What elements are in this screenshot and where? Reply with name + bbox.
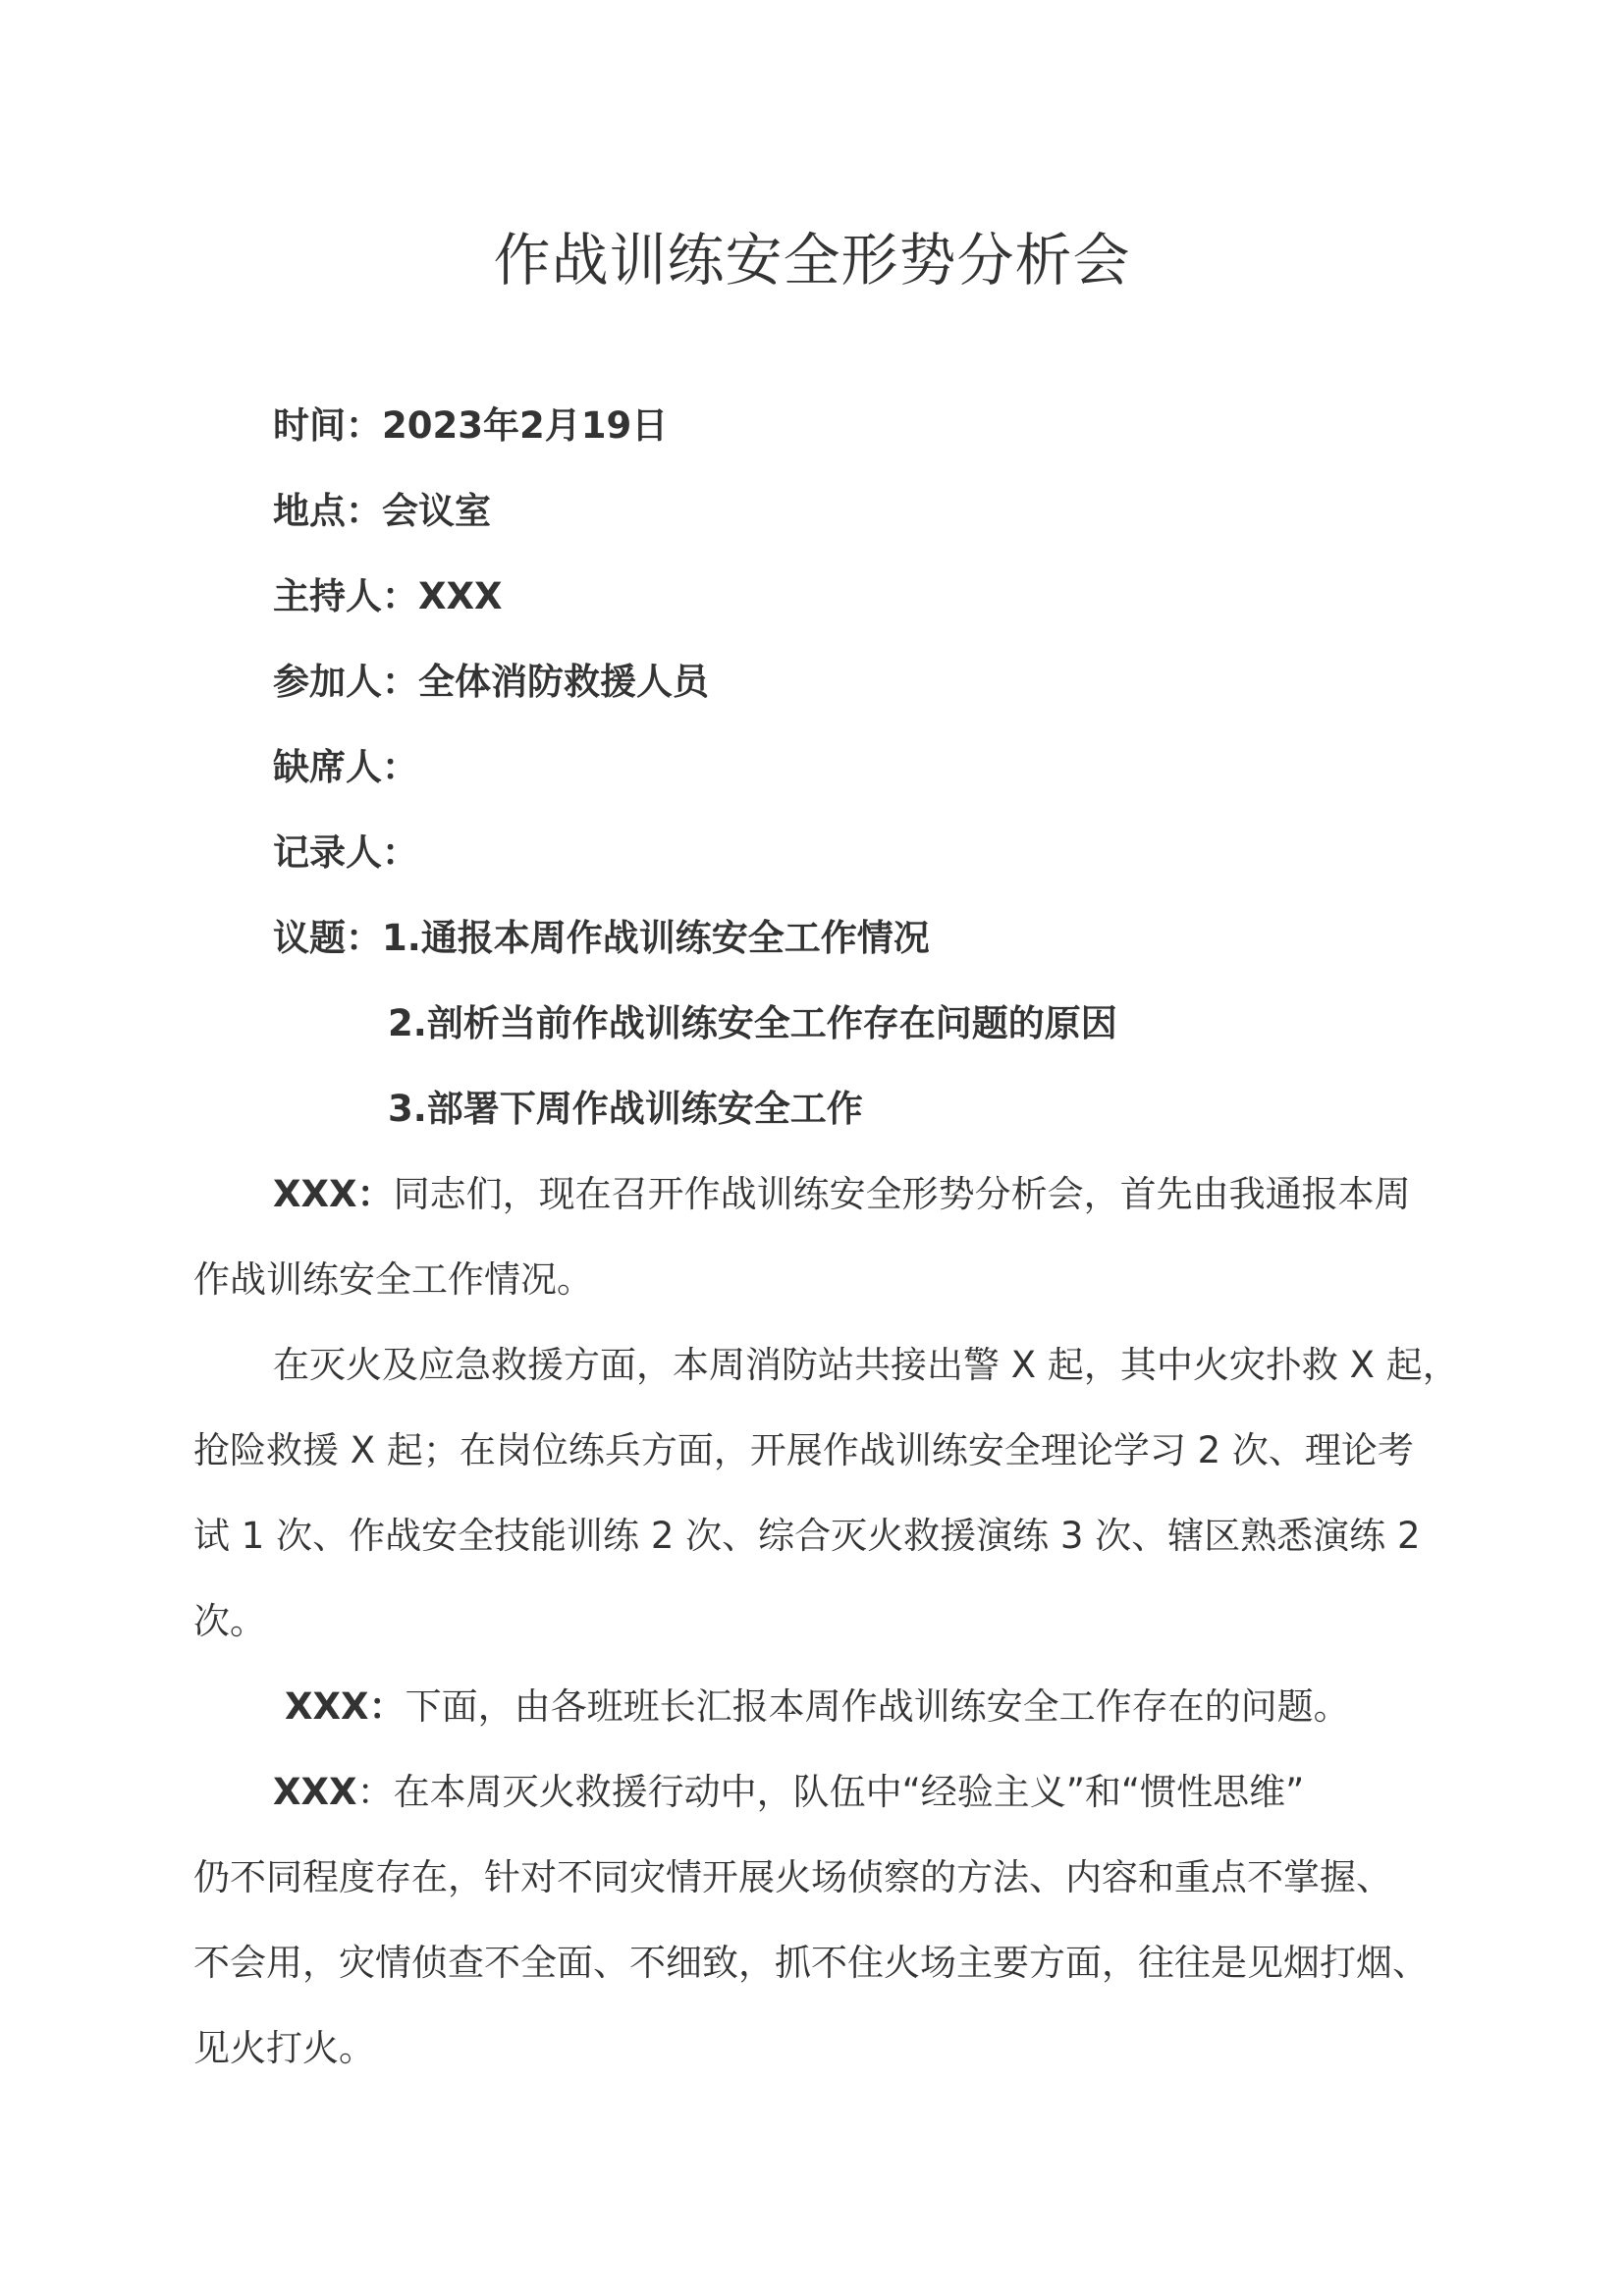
paragraph-text: 同志们，现在召开作战训练安全形势分析会，首先由我通报本周 (393, 1173, 1411, 1215)
paragraph-line: 在灭火及应急救援方面，本周消防站共接出警 X 起，其中火灾扑救 X 起， (273, 1344, 1459, 1386)
agenda-item: 3.部署下周作战训练安全工作 (388, 1088, 863, 1130)
paragraph-line: 作战训练安全工作情况。 (193, 1258, 593, 1301)
meta-time (193, 383, 1470, 468)
time-label: 时间： (273, 404, 382, 447)
paragraph-line (193, 1749, 1470, 1835)
meta-absent (193, 724, 1470, 810)
paragraph-line: 不会用，灾情侦查不全面、不细致，抓不住火场主要方面，往往是见烟打烟、 (193, 1942, 1429, 1984)
place-value: 会议室 (382, 490, 491, 532)
meta-recorder (193, 810, 1470, 895)
host-label: 主持人： (273, 575, 418, 617)
speaker-label: XXX： (273, 1173, 394, 1215)
paragraph-line: 抢险救援 X 起；在岗位练兵方面，开展作战训练安全理论学习 2 次、理论考 (193, 1429, 1414, 1471)
agenda-item: 1.通报本周作战训练安全工作情况 (382, 917, 930, 959)
meta-place (193, 468, 1470, 554)
recorder-label: 记录人： (273, 831, 418, 874)
document-title: 作战训练安全形势分析会 (493, 227, 1131, 294)
paragraph-line: 次。 (193, 1600, 266, 1642)
paragraph-text: 下面，由各班班长汇报本周作战训练安全工作存在的问题。 (405, 1685, 1350, 1728)
speaker-label: XXX： (285, 1685, 406, 1728)
host-value: XXX (418, 575, 503, 617)
time-value: 2023年2月19日 (382, 404, 669, 447)
paragraph-line: 见火打火。 (193, 2027, 375, 2069)
meta-attendees (193, 639, 1470, 724)
meta-agenda (193, 895, 1470, 981)
paragraph-line (193, 1151, 1470, 1237)
paragraph-text: ：在本周灭火救援行动中，队伍中“经验主义”和“惯性思维” (356, 1771, 1305, 1813)
absent-label: 缺席人： (273, 746, 418, 788)
agenda-item: 2.剖析当前作战训练安全工作存在问题的原因 (388, 1002, 1117, 1044)
attendees-value: 全体消防救援人员 (418, 661, 709, 703)
paragraph-line: 试 1 次、作战安全技能训练 2 次、综合灭火救援演练 3 次、辖区熟悉演练 2 (193, 1515, 1421, 1557)
paragraph-line (193, 1664, 1470, 1749)
place-label: 地点： (273, 490, 382, 532)
paragraph-line: 仍不同程度存在，针对不同灾情开展火场侦察的方法、内容和重点不掌握、 (193, 1856, 1392, 1898)
agenda-label: 议题： (273, 917, 382, 959)
speaker-label: XXX (273, 1771, 357, 1813)
document-body (193, 383, 1470, 2091)
meta-host (193, 554, 1470, 639)
attendees-label: 参加人： (273, 661, 418, 703)
